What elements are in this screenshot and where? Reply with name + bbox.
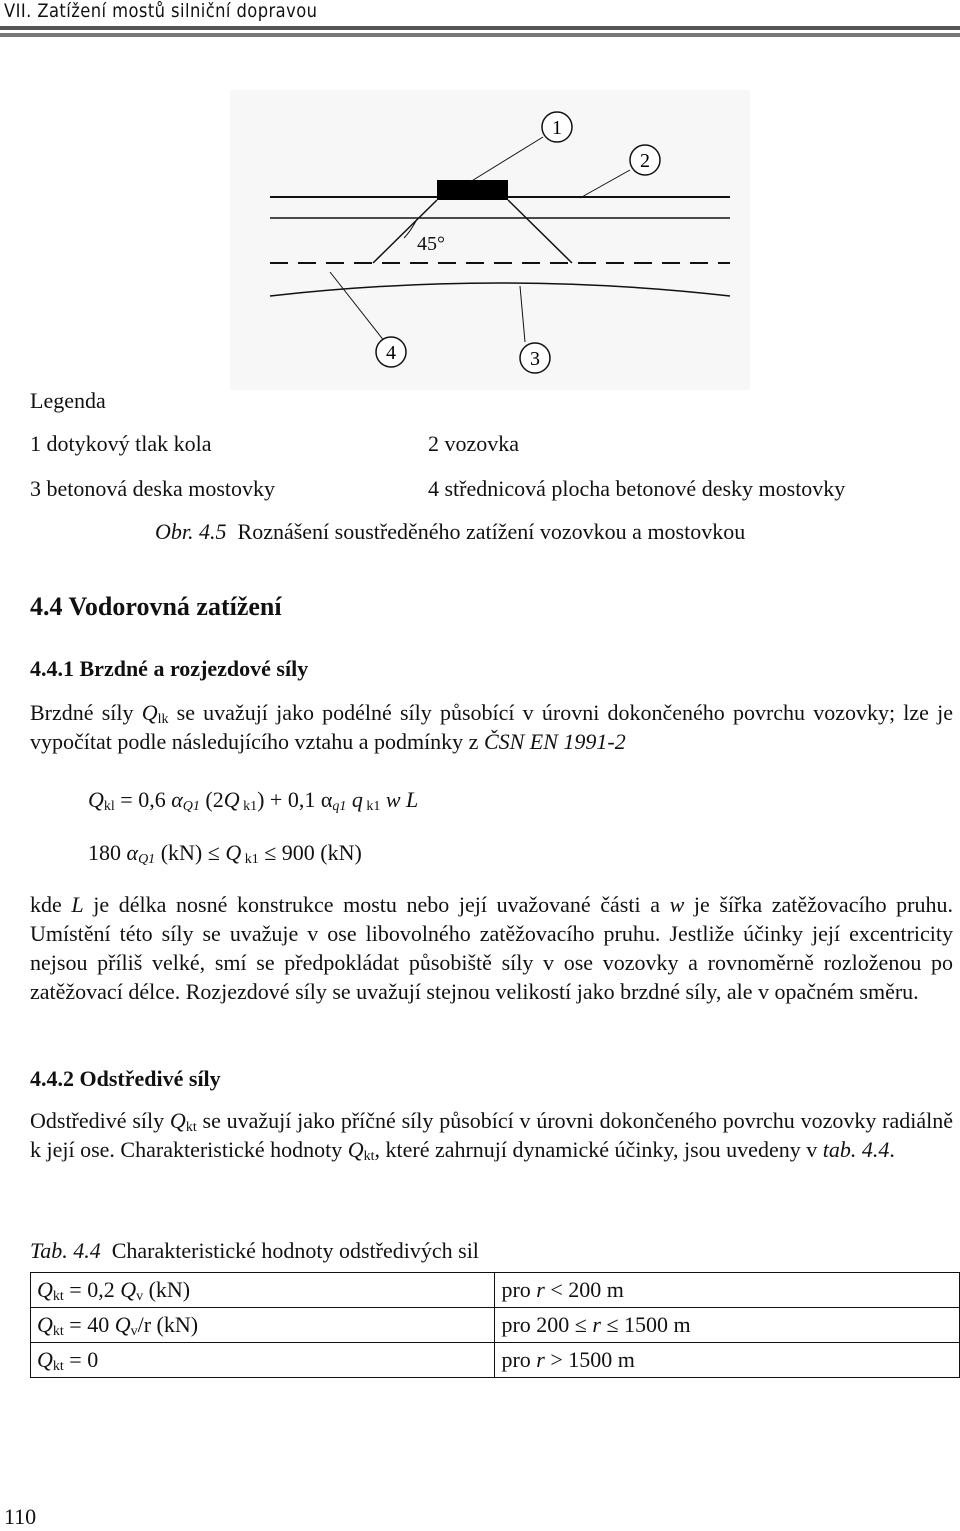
braking-paragraph: Brzdné síly $Q_{lk}$ se uvažují jako podélné síly působící v úrovni dokončeného povrchu vozovky; lze je vypočítat podle následujícího vztahu a podmínky z ČSN EN 1991-2 [30, 700, 953, 754]
table-cell-formula: $Q_{kt} = 40$ $Q_v/r$ (kN) [31, 1308, 495, 1343]
table-caption [30, 1236, 479, 1265]
centrifugal-table [30, 1272, 960, 1378]
figure-background [230, 90, 750, 390]
table-caption-text: Charakteristické hodnoty odstředivých sil [111, 1238, 479, 1263]
figure-caption [155, 517, 745, 546]
header-rule [0, 26, 960, 30]
page-number: 110 [4, 1504, 37, 1529]
section-heading: 4.4 Vodorovná zatížení [30, 592, 282, 621]
table-row [31, 1343, 960, 1378]
legend-item-2: 2 vozovka [428, 431, 520, 456]
subsection-heading-braking: 4.4.1 Brzdné a rozjezdové síly [30, 656, 309, 681]
legend-item-3: 3 betonová deska mostovky [30, 476, 276, 501]
table-cell-formula: $Q_{kt} = 0,2$ $Q_v$ (kN) [31, 1273, 495, 1308]
table-cell-condition: pro r < 200 m [495, 1273, 960, 1308]
callout-label-2: 2 [640, 150, 650, 172]
table-row [31, 1273, 960, 1308]
angle-label: 45° [417, 233, 445, 255]
figure-caption-prefix: Obr. 4.5 [155, 519, 227, 544]
braking-condition: 180 $\alpha_{Q1}$ (kN) ≤ Q $_{k1}$ ≤ 900 (kN) [88, 840, 362, 867]
callout-label-1: 1 [552, 117, 562, 139]
legend-title: Legenda [30, 388, 106, 413]
table-cell-condition: pro 200 ≤ r ≤ 1500 m [495, 1308, 960, 1343]
running-header: VII. Zatížení mostů silniční dopravou [4, 0, 318, 22]
subsection-heading-centrifugal: 4.4.2 Odstředivé síly [30, 1066, 221, 1091]
legend-item-1: 1 dotykový tlak kola [30, 431, 212, 456]
callout-label-3: 3 [530, 348, 540, 370]
figure-caption-text: Roznášení soustředěného zatížení vozovkou a mostovkou [237, 519, 746, 544]
header-rule-secondary [0, 33, 960, 37]
table-cell-condition: pro r > 1500 m [495, 1343, 960, 1378]
braking-explanation: kde L je délka nosné konstrukce mostu nebo její uvažované části a w je šířka zatěžovacího pruhu. Umístění této síly se uvažuje v ose libovolného zatěžovacího pruhu. Jestliže účinky její excentricity nejsou příliš velké, smí se předpokládat působiště síly v ose vozovky a rovnoměrně rozloženou po zatěžovací délce. Rozjezdové síly se uvažují stejnou velikostí jako brzdné síly, ale v opačném směru. [30, 892, 954, 1004]
wheel-contact-patch [437, 180, 508, 200]
table-caption-prefix: Tab. 4.4 [30, 1238, 101, 1263]
callout-label-4: 4 [386, 342, 396, 364]
centrifugal-paragraph: Odstředivé síly $Q_{kt}$ se uvažují jako příčné síly působící v úrovni dokončeného povrchu vozovky radiálně k její ose. Charakteristické hodnoty $Q_{kt}$, které zahrnují dynamické účinky, jsou uvedeny v tab. 4.4. [30, 1108, 953, 1164]
table-row [31, 1308, 960, 1343]
load-distribution-figure [230, 90, 750, 390]
braking-formula: $Q_{kl} = 0,6$ $\alpha_{Q1}$ (2Q $_{k1}$) + 0,1 $\alpha_{q1}$ q $_{k1}$ w L [88, 787, 419, 814]
legend-item-4: 4 střednicová plocha betonové desky mostovky [428, 476, 846, 501]
table-cell-formula: $Q_{kt} = 0$ [31, 1343, 495, 1378]
